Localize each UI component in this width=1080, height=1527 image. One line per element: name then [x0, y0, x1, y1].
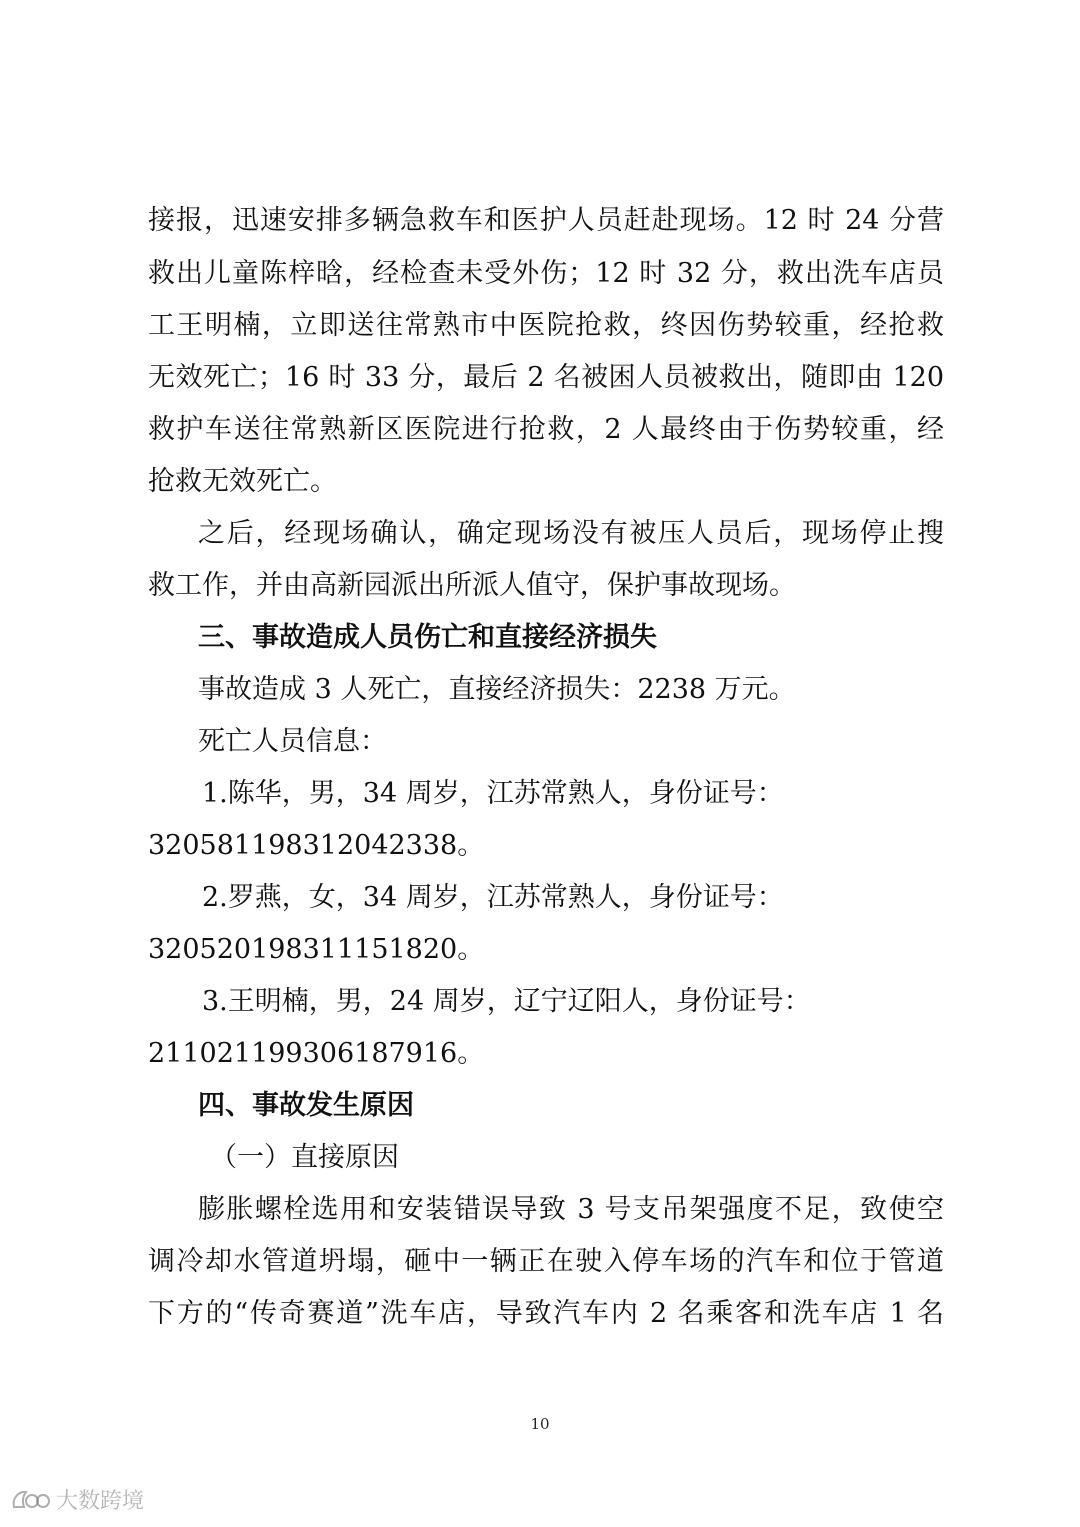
body-line: 调冷却水管道坍塌，砸中一辆正在驶入停车场的汽车和位于管道: [148, 1246, 944, 1277]
victim-entry: 3.王明楠，男，24 周岁，辽宁辽阳人，身份证号：: [202, 986, 811, 1017]
body-line: 下方的“传奇赛道”洗车店，导致汽车内 2 名乘客和洗车店 1 名: [148, 1298, 944, 1329]
victim-id-number: 320520198311151820。: [148, 934, 485, 965]
body-line: 死亡人员信息：: [198, 726, 387, 757]
body-line: 无效死亡；16 时 33 分，最后 2 名被困人员被救出，随即由 120: [148, 362, 944, 393]
watermark-logo-icon: [10, 1487, 50, 1513]
section-heading: 四、事故发生原因: [198, 1090, 414, 1121]
watermark-text: 大数跨境: [56, 1489, 145, 1514]
body-line: 工王明楠，立即送往常熟市中医院抢救，终因伤势较重，经抢救: [148, 310, 944, 341]
body-line: 救出儿童陈梓晗，经检查未受外伤；12 时 32 分，救出洗车店员: [148, 258, 944, 289]
watermark: [10, 1484, 144, 1515]
victim-id-number: 320581198312042338。: [148, 830, 485, 861]
body-line: 抢救无效死亡。: [148, 466, 337, 497]
section-heading: 三、事故造成人员伤亡和直接经济损失: [198, 622, 657, 653]
body-line: 救工作，并由高新园派出所派人值守，保护事故现场。: [148, 570, 796, 601]
page-number: 10: [530, 1415, 550, 1433]
victim-entry: 1.陈华，男，34 周岁，江苏常熟人，身份证号：: [202, 778, 784, 809]
body-line: 接报，迅速安排多辆急救车和医护人员赶赴现场。12 时 24 分营: [148, 205, 944, 236]
body-line: 救护车送往常熟新区医院进行抢救，2 人最终由于伤势较重，经: [148, 414, 944, 445]
body-line: 事故造成 3 人死亡，直接经济损失：2238 万元。: [198, 674, 796, 705]
victim-entry: 2.罗燕，女，34 周岁，江苏常熟人，身份证号：: [202, 882, 784, 913]
body-line: 之后，经现场确认，确定现场没有被压人员后，现场停止搜: [198, 518, 944, 549]
subsection-heading: （一）直接原因: [210, 1142, 399, 1173]
body-line: 膨胀螺栓选用和安装错误导致 3 号支吊架强度不足，致使空: [198, 1194, 944, 1225]
victim-id-number: 211021199306187916。: [148, 1038, 485, 1069]
